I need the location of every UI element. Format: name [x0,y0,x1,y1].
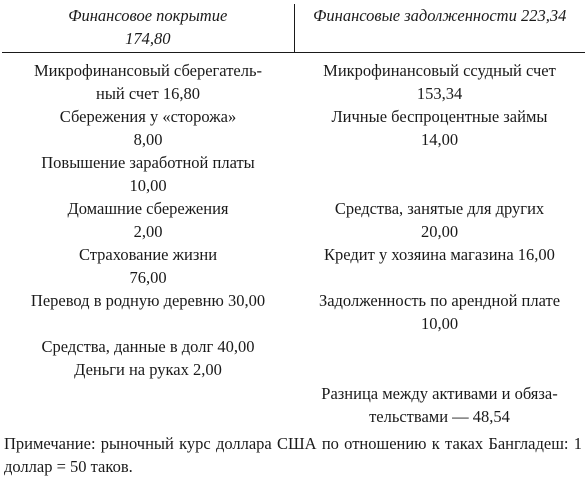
table-header-row [2,4,585,53]
asset-cell [2,381,294,428]
table-row [2,289,585,335]
table-row [2,335,585,358]
liability-cell: Микрофинансовый ссудный счет 153,34 [323,61,556,103]
liability-cell [294,358,585,381]
table-row [2,197,585,243]
liability-cell: Средства, занятые для других 20,00 [334,199,545,241]
liability-cell [294,151,585,197]
table-body [2,53,585,429]
asset-cell: Домашние сбережения 2,00 [67,199,229,241]
asset-cell: Страхование жизни 76,00 [78,245,218,287]
header-liabilities: Финансовые задолженности 223,34 [294,4,585,53]
table-row [2,243,585,289]
liability-cell: Разница между активами и обяза- тельствами — 48,54 [321,384,558,426]
table-row [2,381,585,428]
table-row [2,151,585,197]
liability-cell: Кредит у хозяина магазина 16,00 [324,245,555,264]
liability-cell [294,335,585,358]
liability-cell: Личные беспроцентные займы 14,00 [331,107,548,149]
header-assets: Финансовое покрытие 174,80 [2,4,294,53]
table-row [2,358,585,381]
liability-cell: Задолженность по арендной плате 10,00 [318,291,561,333]
asset-cell: Повышение заработной платы 10,00 [41,153,255,195]
asset-cell: Перевод в родную деревню 30,00 [30,291,266,310]
table-row [2,53,585,106]
table-row [2,105,585,151]
asset-cell: Деньги на руках 2,00 [74,360,222,379]
footnote: Примечание: рыночный курс доллара США по отношению к таках Бангладеш: 1 доллар = 50 таков. [4,434,582,476]
asset-cell: Сбережения у «сторожа» 8,00 [59,107,237,149]
balance-table [2,4,585,428]
asset-cell: Средства, данные в долг 40,00 [41,337,255,356]
asset-cell: Микрофинансовый сберегатель- ный счет 16,80 [34,61,262,103]
